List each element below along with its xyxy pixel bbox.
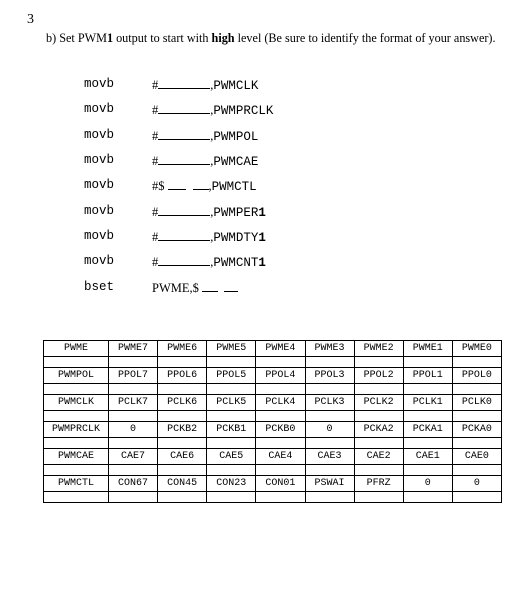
empty-cell — [256, 492, 305, 503]
table-row — [44, 341, 502, 357]
question-bold-channel: 1 — [106, 31, 114, 45]
question-suffix: level (Be sure to identify the format of your answer). — [234, 31, 496, 45]
code-line — [84, 128, 324, 146]
instruction: movb — [84, 228, 115, 243]
empty-cell — [207, 411, 256, 422]
register-name — [213, 206, 266, 220]
bit-cell: PPOL5 — [207, 368, 256, 384]
empty-cell — [207, 384, 256, 395]
operand — [152, 128, 258, 144]
answer-blank — [158, 229, 210, 241]
operand — [152, 280, 238, 296]
empty-cell — [403, 411, 452, 422]
bit-cell: PPOL7 — [109, 368, 158, 384]
table-spacer-row — [44, 411, 502, 422]
register-table — [43, 340, 502, 503]
register-label-cell: PWME — [44, 341, 109, 357]
empty-cell — [207, 357, 256, 368]
bit-cell: PPOL3 — [305, 368, 354, 384]
table-row — [44, 368, 502, 384]
bit-cell: PWME2 — [354, 341, 403, 357]
bit-cell: 0 — [452, 476, 501, 492]
code-line — [84, 102, 324, 120]
empty-cell — [403, 438, 452, 449]
bit-cell: PCLK7 — [109, 395, 158, 411]
comma: , — [208, 179, 212, 194]
bit-cell: CON67 — [109, 476, 158, 492]
bit-cell: PWME3 — [305, 341, 354, 357]
empty-cell — [305, 384, 354, 395]
empty-cell — [452, 384, 501, 395]
bit-cell: PFRZ — [354, 476, 403, 492]
empty-cell — [44, 438, 109, 449]
empty-cell — [109, 492, 158, 503]
comma: , — [210, 128, 214, 143]
empty-cell — [452, 492, 501, 503]
register-base: PWMPRCLK — [213, 104, 274, 119]
code-line — [84, 229, 324, 247]
immediate-prefix: # — [152, 229, 159, 244]
instruction: movb — [84, 127, 115, 142]
register-name — [213, 256, 266, 270]
empty-cell — [207, 465, 256, 476]
instruction: movb — [84, 102, 115, 117]
bit-cell: PWME1 — [403, 341, 452, 357]
empty-cell — [158, 438, 207, 449]
answer-blank — [168, 178, 186, 190]
instruction: movb — [84, 152, 115, 167]
bit-cell: PWME4 — [256, 341, 305, 357]
operand — [152, 102, 273, 118]
register-base: PWMCTL — [211, 180, 257, 195]
table-row — [44, 422, 502, 438]
table-row — [44, 476, 502, 492]
bit-cell: PCLK4 — [256, 395, 305, 411]
empty-cell — [354, 357, 403, 368]
register-base: PWMCNT — [213, 256, 259, 271]
bset-operands: PWME,$ — [152, 281, 199, 296]
empty-cell — [207, 492, 256, 503]
empty-cell — [354, 411, 403, 422]
register-label-cell: PWMPRCLK — [44, 422, 109, 438]
bit-cell: 0 — [109, 422, 158, 438]
instruction: movb — [84, 203, 115, 218]
empty-cell — [354, 465, 403, 476]
bit-cell: PPOL2 — [354, 368, 403, 384]
bit-cell: PWME0 — [452, 341, 501, 357]
code-line — [84, 204, 324, 222]
table-spacer-row — [44, 492, 502, 503]
empty-cell — [403, 492, 452, 503]
empty-cell — [403, 384, 452, 395]
empty-cell — [44, 384, 109, 395]
register-base: PWMPOL — [213, 129, 259, 144]
answer-blank — [158, 204, 210, 216]
answer-blank — [158, 77, 210, 89]
empty-cell — [403, 465, 452, 476]
register-label-cell: PWMPOL — [44, 368, 109, 384]
register-label-cell: PWMCAE — [44, 449, 109, 465]
instruction: movb — [84, 77, 115, 91]
immediate-prefix: # — [152, 204, 159, 219]
instruction: movb — [84, 254, 115, 269]
register-channel: 1 — [258, 205, 266, 220]
code-line — [84, 153, 324, 171]
bit-cell: PCLK5 — [207, 395, 256, 411]
empty-cell — [109, 465, 158, 476]
immediate-prefix: # — [152, 255, 159, 270]
table-spacer-row — [44, 384, 502, 395]
empty-cell — [256, 438, 305, 449]
code-line-bset — [84, 280, 324, 298]
table-spacer-row — [44, 357, 502, 368]
empty-cell — [452, 465, 501, 476]
empty-cell — [256, 384, 305, 395]
comma: , — [210, 153, 214, 168]
register-channel: 1 — [258, 256, 266, 271]
table-row — [44, 395, 502, 411]
bit-cell: PCKA2 — [354, 422, 403, 438]
empty-cell — [158, 411, 207, 422]
question-prefix: b) Set PWM — [46, 31, 107, 45]
empty-cell — [207, 438, 256, 449]
empty-cell — [452, 411, 501, 422]
bit-cell: CAE4 — [256, 449, 305, 465]
operand — [152, 204, 266, 220]
empty-cell — [44, 411, 109, 422]
table-spacer-row — [44, 438, 502, 449]
bit-cell: PCKA1 — [403, 422, 452, 438]
bit-cell: PCKB0 — [256, 422, 305, 438]
empty-cell — [452, 438, 501, 449]
bit-cell: PPOL0 — [452, 368, 501, 384]
bit-cell: PWME5 — [207, 341, 256, 357]
bit-cell: PCLK0 — [452, 395, 501, 411]
empty-cell — [109, 384, 158, 395]
bit-cell: CAE1 — [403, 449, 452, 465]
empty-cell — [403, 357, 452, 368]
bit-cell: 0 — [403, 476, 452, 492]
bit-cell: PCLK1 — [403, 395, 452, 411]
instruction: movb — [84, 178, 115, 193]
bit-cell: PPOL4 — [256, 368, 305, 384]
bit-cell: PCLK2 — [354, 395, 403, 411]
bit-cell: PCKB2 — [158, 422, 207, 438]
empty-cell — [44, 492, 109, 503]
answer-blank — [158, 102, 210, 114]
bit-cell: PCLK6 — [158, 395, 207, 411]
table-row — [44, 449, 502, 465]
answer-blank — [202, 280, 218, 292]
code-line — [84, 254, 324, 272]
empty-cell — [158, 465, 207, 476]
empty-cell — [256, 465, 305, 476]
bit-cell: PWME6 — [158, 341, 207, 357]
empty-cell — [305, 492, 354, 503]
bit-cell: CON23 — [207, 476, 256, 492]
comma: , — [210, 78, 214, 92]
bit-cell: CAE3 — [305, 449, 354, 465]
bit-cell: CON45 — [158, 476, 207, 492]
immediate-prefix: # — [152, 103, 159, 118]
empty-cell — [305, 411, 354, 422]
register-label-cell: PWMCTL — [44, 476, 109, 492]
bit-cell: PWME7 — [109, 341, 158, 357]
empty-cell — [158, 357, 207, 368]
bit-cell: PPOL1 — [403, 368, 452, 384]
empty-cell — [305, 438, 354, 449]
bit-cell: PCLK3 — [305, 395, 354, 411]
bit-cell: CAE0 — [452, 449, 501, 465]
empty-cell — [44, 357, 109, 368]
bit-cell: PSWAI — [305, 476, 354, 492]
comma: , — [210, 255, 214, 270]
empty-cell — [109, 411, 158, 422]
operand — [152, 178, 257, 194]
immediate-prefix: #$ — [152, 179, 165, 194]
answer-blank — [158, 254, 210, 266]
register-name — [213, 104, 273, 118]
register-base: PWMDTY — [213, 230, 259, 245]
register-name — [212, 180, 257, 194]
register-base: PWMCLK — [213, 79, 259, 93]
empty-cell — [354, 492, 403, 503]
page-number: 3 — [27, 12, 34, 27]
empty-cell — [158, 384, 207, 395]
register-name — [213, 130, 258, 144]
comma: , — [210, 103, 214, 118]
register-base: PWMPER — [213, 205, 259, 220]
bit-cell: CAE7 — [109, 449, 158, 465]
register-label-cell: PWMCLK — [44, 395, 109, 411]
bit-cell: CAE6 — [158, 449, 207, 465]
operand — [152, 254, 266, 270]
question-middle: output to start with — [113, 31, 212, 45]
bit-cell: PPOL6 — [158, 368, 207, 384]
empty-cell — [158, 492, 207, 503]
operand — [152, 153, 258, 169]
code-line — [84, 178, 324, 196]
answer-blank — [224, 280, 238, 292]
empty-cell — [256, 357, 305, 368]
bit-cell: CAE2 — [354, 449, 403, 465]
empty-cell — [44, 465, 109, 476]
immediate-prefix: # — [152, 128, 159, 143]
register-name — [213, 231, 266, 245]
empty-cell — [109, 438, 158, 449]
empty-cell — [305, 465, 354, 476]
empty-cell — [109, 357, 158, 368]
empty-cell — [354, 438, 403, 449]
operand — [152, 77, 258, 93]
register-channel: 1 — [258, 230, 266, 245]
question-bold-level: high — [211, 31, 235, 45]
answer-blank — [158, 128, 210, 140]
bit-cell: PCKB1 — [207, 422, 256, 438]
answer-blank — [158, 153, 210, 165]
table-spacer-row — [44, 465, 502, 476]
bit-cell: CAE5 — [207, 449, 256, 465]
code-line — [84, 77, 324, 95]
bit-cell: PCKA0 — [452, 422, 501, 438]
question-text — [46, 31, 496, 46]
register-name — [213, 155, 258, 169]
empty-cell — [452, 357, 501, 368]
answer-blank — [193, 178, 209, 190]
register-name — [213, 79, 258, 93]
empty-cell — [256, 411, 305, 422]
instruction: bset — [84, 280, 115, 295]
bit-cell: CON01 — [256, 476, 305, 492]
register-base: PWMCAE — [213, 154, 259, 169]
empty-cell — [305, 357, 354, 368]
immediate-prefix: # — [152, 153, 159, 168]
empty-cell — [354, 384, 403, 395]
comma: , — [210, 229, 214, 244]
comma: , — [210, 204, 214, 219]
bit-cell: 0 — [305, 422, 354, 438]
immediate-prefix: # — [152, 78, 159, 92]
operand — [152, 229, 266, 245]
